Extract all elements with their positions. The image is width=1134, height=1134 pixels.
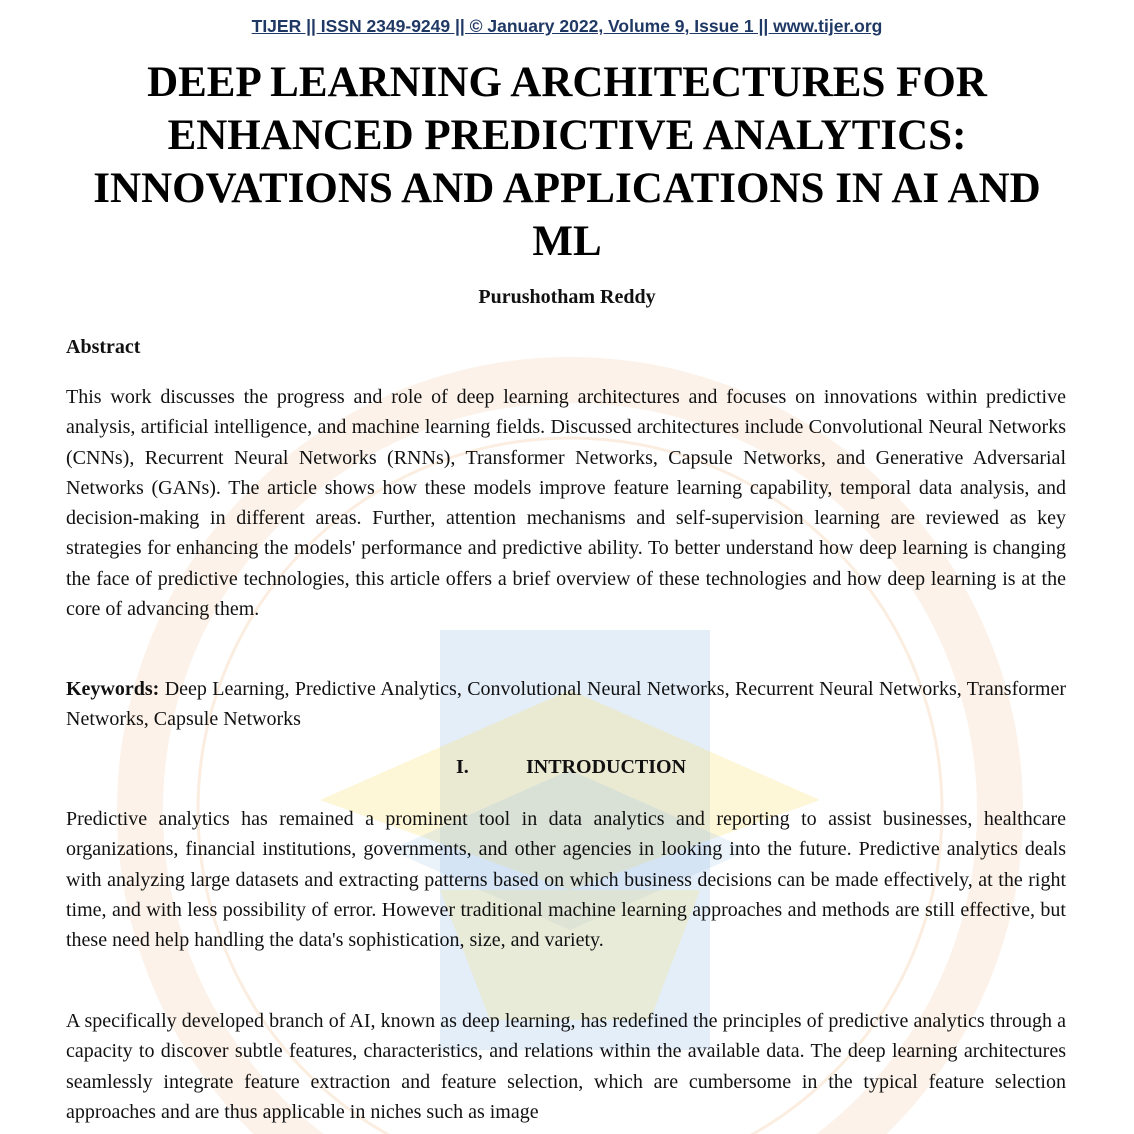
intro-paragraph: Predictive analytics has remained a prominent tool in data analytics and reporting to assist businesses, healthcare organizations, financial institutions, governments, and other agencies in looking into the future. Predictive analytics deals with analyzing large datasets and extracting patterns based on which business decisions can be made effectively, at the right time, and with less possibility of error. However traditional machine learning approaches and methods are still effective, but these need help handling the data's sophistication, size, and variety.: [66, 808, 1066, 952]
intro-paragraph: A specifically developed branch of AI, known as deep learning, has redefined the principles of predictive analytics through a capacity to discover subtle features, characteristics, and relations within the available data. The deep learning architectures seamlessly integrate feature extraction and feature selection, which are cumbersome in the typical feature selection approaches and are thus applicable in niches such as image: [66, 1010, 1066, 1123]
section-title: INTRODUCTION: [526, 756, 687, 778]
section-number: I.: [456, 756, 469, 778]
author-name: Purushotham Reddy: [478, 286, 656, 308]
journal-header-link[interactable]: TIJER || ISSN 2349-9249 || © January 2022, Volume 9, Issue 1 || www.tijer.org: [251, 16, 883, 36]
abstract-text: This work discusses the progress and role of deep learning architectures and focuses on innovations within predictive analysis, artificial intelligence, and machine learning fields. Discussed architectures include Convolutional Neural Networks (CNNs), Recurrent Neural Networks (RNNs), Transformer Networks, Capsule Networks, and Generative Adversarial Networks (GANs). The article shows how these models improve feature learning capability, temporal data analysis, and decision-making in different areas. Further, attention mechanisms and self-supervision learning are reviewed as key strategies for enhancing the models' performance and predictive ability. To better understand how deep learning is changing the face of predictive technologies, this article offers a brief overview of these technologies and how deep learning is at the core of advancing them.: [66, 386, 1066, 621]
abstract-heading: Abstract: [66, 336, 141, 358]
keywords-label: Keywords:: [66, 678, 160, 700]
keywords-list: Deep Learning, Predictive Analytics, Convolutional Neural Networks, Recurrent Neural Networks, Transformer Networks, Capsule Networks: [66, 678, 1066, 731]
section-heading-introduction: [456, 756, 686, 779]
keywords: [66, 674, 1066, 735]
paper-title: DEEP LEARNING ARCHITECTURES FOR ENHANCED PREDICTIVE ANALYTICS: INNOVATIONS AND APPLICATIONS IN AI AND ML: [93, 59, 1041, 265]
